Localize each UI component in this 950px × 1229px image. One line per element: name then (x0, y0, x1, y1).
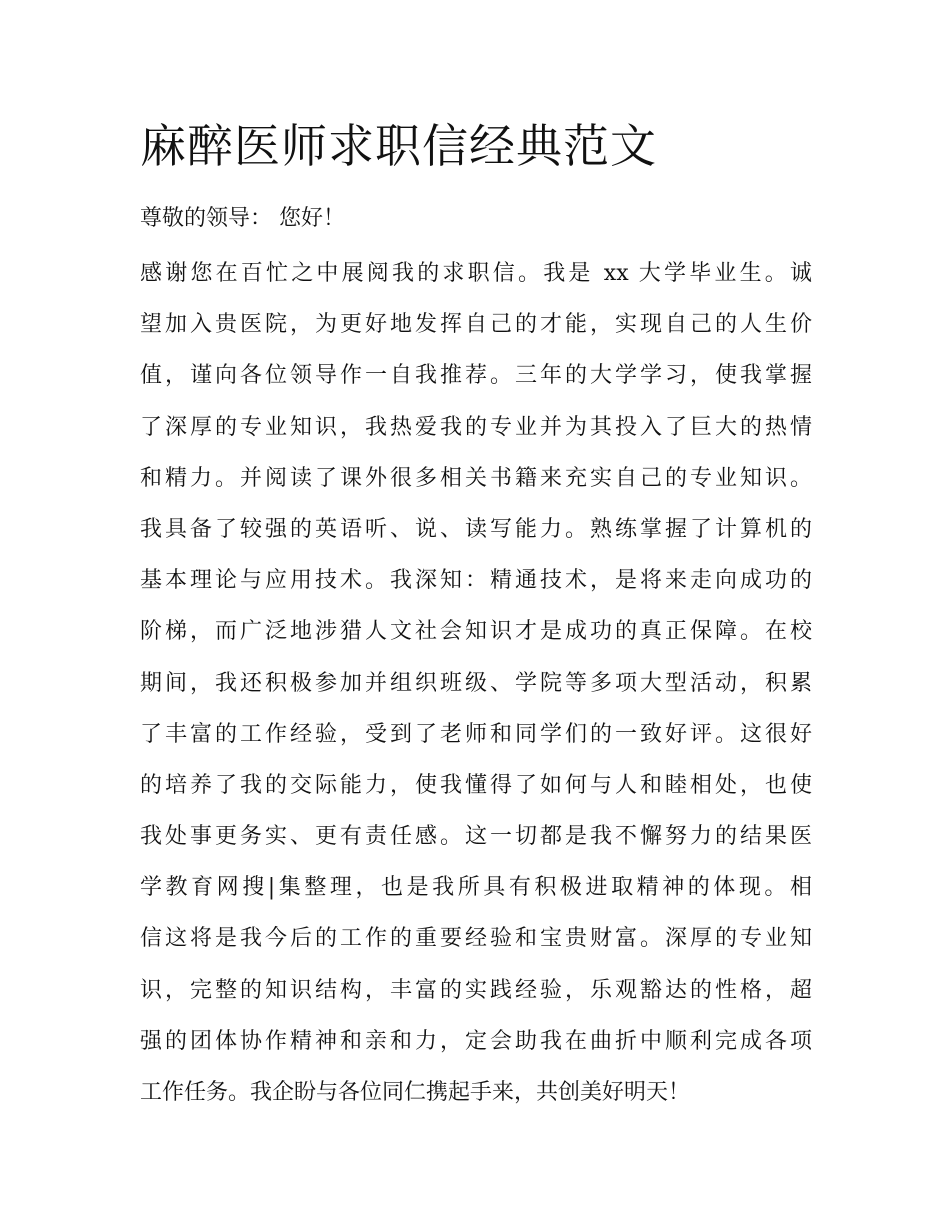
body-line: 期间，我还积极参加并组织班级、学院等多项大型活动，积累 (140, 670, 812, 696)
document-title: 麻醉医师求职信经典范文 (140, 119, 657, 173)
body-line: 我具备了较强的英语听、说、读写能力。熟练掌握了计算机的 (140, 516, 812, 542)
body-line: 学教育网搜|集整理，也是我所具有积极进取精神的体现。相 (140, 875, 812, 901)
body-line: 望加入贵医院，为更好地发挥自己的才能，实现自己的人生价 (140, 312, 812, 338)
body-line: 识，完整的知识结构，丰富的实践经验，乐观豁达的性格，超 (140, 977, 812, 1003)
body-line: 和精力。并阅读了课外很多相关书籍来充实自己的专业知识。 (140, 465, 812, 491)
body-line: 信这将是我今后的工作的重要经验和宝贵财富。深厚的专业知 (140, 926, 812, 952)
body-line: 感谢您在百忙之中展阅我的求职信。我是 xx 大学毕业生。诚 (140, 261, 812, 286)
body-line: 强的团体协作精神和亲和力，定会助我在曲折中顺利完成各项 (140, 1028, 812, 1054)
body-line: 的培养了我的交际能力，使我懂得了如何与人和睦相处，也使 (140, 772, 812, 798)
body-line: 了深厚的专业知识，我热爱我的专业并为其投入了巨大的热情 (140, 414, 812, 440)
body-line: 基本理论与应用技术。我深知：精通技术，是将来走向成功的 (140, 568, 812, 594)
body-line: 值，谨向各位领导作一自我推荐。三年的大学学习，使我掌握 (140, 363, 812, 389)
body-line: 阶梯，而广泛地涉猎人文社会知识才是成功的真正保障。在校 (140, 619, 812, 645)
letter-body (140, 248, 812, 1118)
body-line: 我处事更务实、更有责任感。这一切都是我不懈努力的结果医 (140, 824, 812, 850)
body-line: 工作任务。我企盼与各位同仁携起手来，共创美好明天！ (140, 1080, 691, 1105)
greeting-line: 尊敬的领导： 您好！ (140, 206, 345, 231)
body-line: 了丰富的工作经验，受到了老师和同学们的一致好评。这很好 (140, 721, 812, 747)
document-content (140, 112, 812, 1118)
